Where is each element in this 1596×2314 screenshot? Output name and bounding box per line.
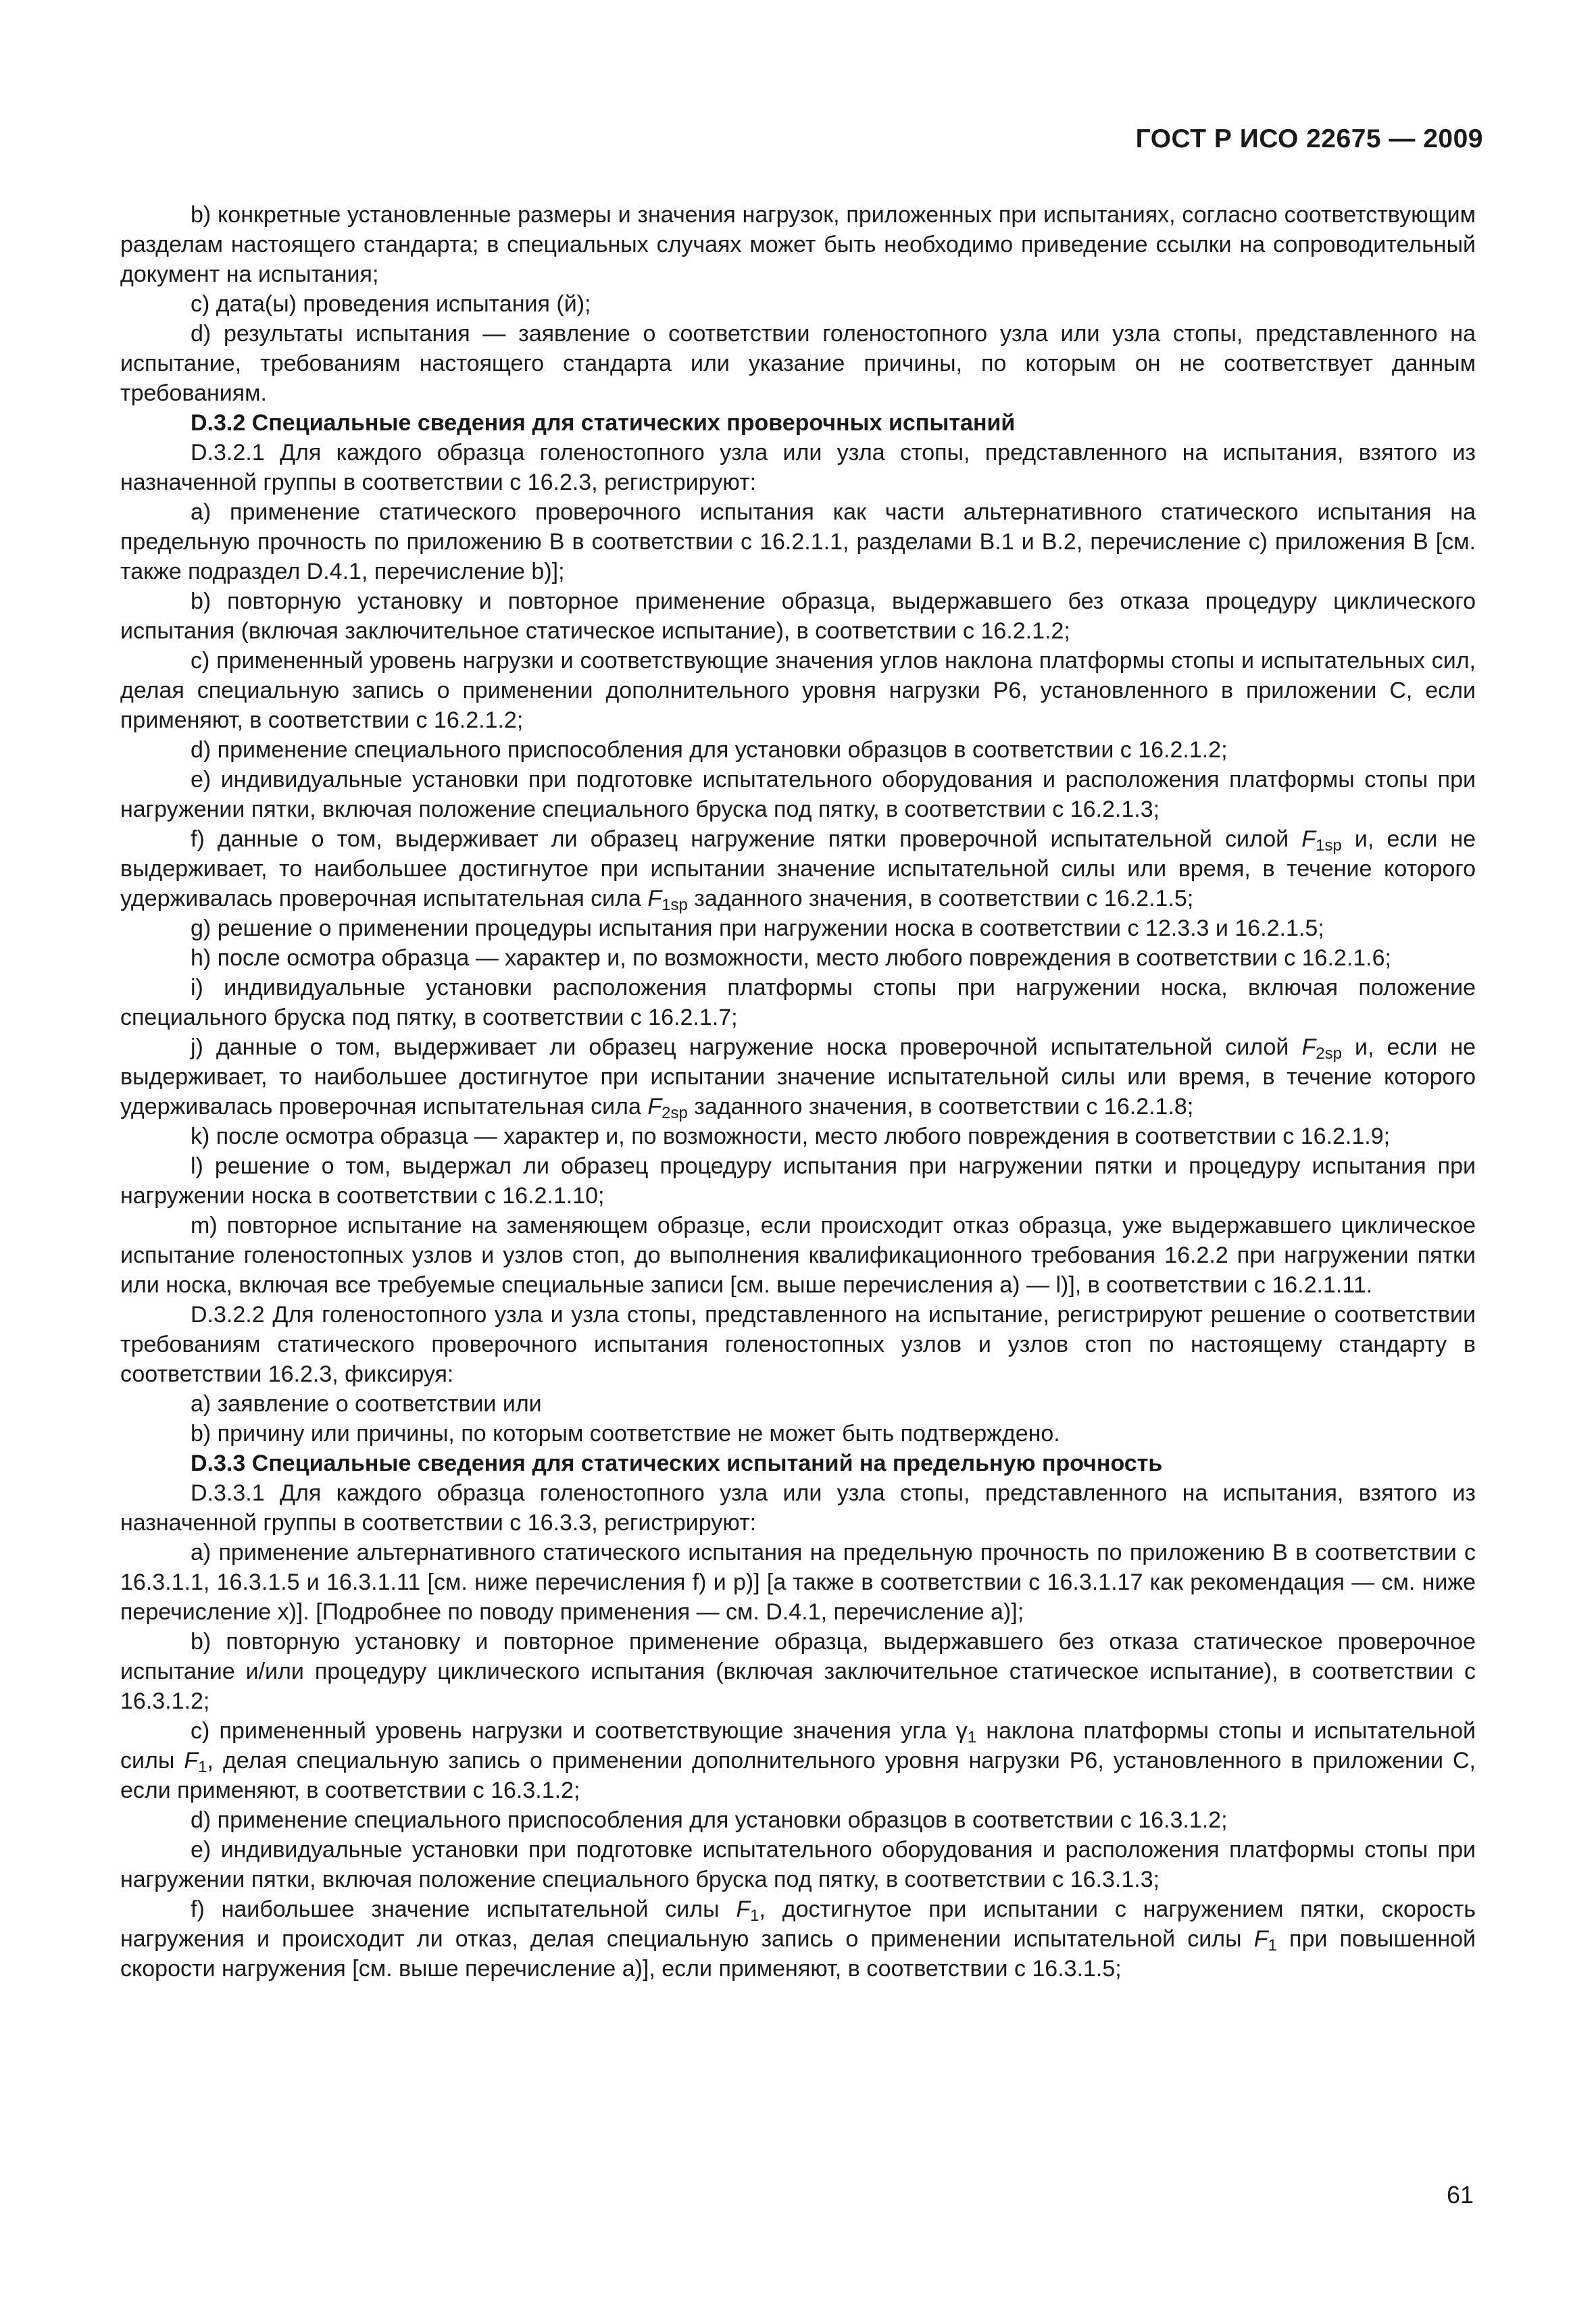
paragraph: е) индивидуальные установки при подготовке испытательного оборудования и расположения платформы стопы при нагружении пятки, включая положение специального бруска под пятку, в соответствии с 16.2.1.3;: [120, 767, 1476, 822]
text-run: заданного значения, в соответствии с 16.2.1.8;: [687, 1094, 1194, 1120]
symbol-gamma: γ: [955, 1718, 968, 1744]
symbol-force: F: [184, 1748, 199, 1774]
paragraph: [120, 824, 1476, 913]
symbol-force: F: [647, 1094, 662, 1120]
text-run: , делая специальную запись о применении дополнительного уровня нагрузки Р6, установленного в приложении С, если применяют, в соответствии с 16.3.1.2;: [120, 1748, 1476, 1803]
symbol-force: F: [647, 886, 662, 911]
symbol-subscript: 1: [967, 1728, 977, 1746]
text-run: , достигнутое при испытании с нагружением пятки, скорость нагружения и происходит ли отказ, делая специальную запись о применении испытательной силы: [120, 1896, 1476, 1952]
paragraph: h) после осмотра образца — характер и, по возможности, место любого повреждения в соответствии с 16.2.1.6;: [191, 945, 1391, 971]
paragraph: а) применение статического проверочного испытания как части альтернативного статического испытания на предельную прочность по приложению В в соответствии с 16.2.1.1, разделами В.1 и В.2, перечисление с) приложения В [см. также подраздел D.4.1, перечисление b)];: [120, 499, 1476, 584]
section-heading-d32: D.3.2 Специальные сведения для статических проверочных испытаний: [191, 410, 1016, 436]
paragraph: а) применение альтернативного статического испытания на предельную прочность по приложению В в соответствии с 16.3.1.1, 16.3.1.5 и 16.3.1.11 [см. ниже перечисления f) и р)] [а также в соответствии с 16.3.1.17 как рекомендация — см. ниже перечисление х)]. [Подробнее по поводу применения — см. D.4.1, перечисление а)];: [120, 1540, 1476, 1625]
paragraph: m) повторное испытание на заменяющем образце, если происходит отказ образца, уже выдержавшего циклическое испытание голеностопных узлов и узлов стоп, до выполнения квалификационного требования 16.2.2 при нагружении пятки или носка, включая все требуемые специальные записи [см. выше перечисления а) — l)], в соответствии с 16.2.1.11.: [120, 1213, 1476, 1298]
symbol-subscript: 1: [1268, 1936, 1277, 1955]
symbol-subscript: 1sp: [662, 896, 688, 914]
symbol-subscript: 1sp: [1316, 836, 1342, 855]
paragraph: с) дата(ы) проведения испытания (й);: [191, 291, 591, 317]
text-run: наклона платформы стопы и испытательной силы: [120, 1718, 1476, 1774]
text-run: при повышенной скорости нагружения [см. выше перечисление а)], если применяют, в соответствии с 16.3.1.5;: [120, 1926, 1476, 1982]
text-run: с) примененный уровень нагрузки и соответствующие значения угла: [191, 1718, 956, 1744]
paragraph: k) после осмотра образца — характер и, по возможности, место любого повреждения в соответствии с 16.2.1.9;: [191, 1124, 1391, 1149]
symbol-force: F: [736, 1896, 751, 1922]
symbol-force: F: [1253, 1926, 1268, 1952]
paragraph: d) результаты испытания — заявление о соответствии голеностопного узла или узла стопы, представленного на испытание, требованиям настоящего стандарта или указание причины, по которым он не соответствует данным требованиям.: [120, 321, 1476, 406]
paragraph: i) индивидуальные установки расположения платформы стопы при нагружении носка, включая положение специального бруска под пятку, в соответствии с 16.2.1.7;: [120, 975, 1476, 1030]
text-run: и, если не выдерживает, то наибольшее достигнутое при испытании значение испытательной силы или время, в течение которого удерживалась проверочная испытательная сила: [120, 826, 1476, 911]
paragraph: D.3.3.1 Для каждого образца голеностопного узла или узла стопы, представленного на испытания, взятого из назначенной группы в соответствии с 16.3.3, регистрируют:: [120, 1480, 1476, 1536]
symbol-force: F: [1301, 1034, 1316, 1060]
text-run: f) данные о том, выдерживает ли образец нагружение пятки проверочной испытательной силой: [191, 826, 1302, 852]
paragraph: b) повторную установку и повторное применение образца, выдержавшего без отказа процедуру циклического испытания (включая заключительное статическое испытание), в соответствии с 16.2.1.2;: [120, 588, 1476, 644]
paragraph: D.3.2.2 Для голеностопного узла и узла стопы, представленного на испытание, регистрируют решение о соответствии требованиям статического проверочного испытания голеностопных узлов и узлов стоп по настоящему стандарту в соответствии 16.2.3, фиксируя:: [120, 1302, 1476, 1387]
symbol-subscript: 1: [198, 1758, 207, 1776]
paragraph: е) индивидуальные установки при подготовке испытательного оборудования и расположения платформы стопы при нагружении пятки, включая положение специального бруска под пятку, в соответствии с 16.3.1.3;: [120, 1837, 1476, 1892]
paragraph: b) причину или причины, по которым соответствие не может быть подтверждено.: [191, 1421, 1060, 1447]
paragraph: d) применение специального приспособления для установки образцов в соответствии с 16.2.1.2;: [191, 737, 1228, 763]
paragraph: а) заявление о соответствии или: [191, 1391, 542, 1417]
text-run: j) данные о том, выдерживает ли образец нагружение носка проверочной испытательной силой: [191, 1034, 1302, 1060]
paragraph: [120, 1032, 1476, 1122]
document-code-header: ГОСТ Р ИСО 22675 — 2009: [1135, 124, 1483, 153]
symbol-subscript: 2sp: [1316, 1045, 1342, 1063]
paragraph: b) конкретные установленные размеры и значения нагрузок, приложенных при испытаниях, согласно соответствующим разделам настоящего стандарта; в специальных случаях может быть необходимо приведение ссылки на сопроводительный документ на испытания;: [120, 202, 1476, 287]
symbol-subscript: 1: [750, 1907, 759, 1925]
text-run: заданного значения, в соответствии с 16.2.1.5;: [687, 886, 1194, 911]
paragraph: l) решение о том, выдержал ли образец процедуру испытания при нагружении пятки и процедуру испытания при нагружении носка в соответствии с 16.2.1.10;: [120, 1153, 1476, 1209]
text-run: f) наибольшее значение испытательной силы: [191, 1896, 737, 1922]
symbol-force: F: [1301, 826, 1316, 852]
page-number: 61: [1446, 2181, 1474, 2209]
paragraph: [120, 1716, 1476, 1805]
paragraph: D.3.2.1 Для каждого образца голеностопного узла или узла стопы, представленного на испытания, взятого из назначенной группы в соответствии с 16.2.3, регистрируют:: [120, 440, 1476, 495]
symbol-subscript: 2sp: [662, 1104, 688, 1122]
paragraph: [120, 1894, 1476, 1984]
section-heading-d33: D.3.3 Специальные сведения для статических испытаний на предельную прочность: [191, 1451, 1163, 1476]
paragraph: с) примененный уровень нагрузки и соответствующие значения углов наклона платформы стопы и испытательных сил, делая специальную запись о применении дополнительного уровня нагрузки Р6, установленного в приложении С, если применяют, в соответствии с 16.2.1.2;: [120, 648, 1476, 733]
paragraph: d) применение специального приспособления для установки образцов в соответствии с 16.3.1.2;: [191, 1807, 1228, 1833]
document-body: [120, 200, 1476, 1984]
text-run: и, если не выдерживает, то наибольшее достигнутое при испытании значение испытательной силы или время, в течение которого удерживалась проверочная испытательная сила: [120, 1034, 1476, 1120]
paragraph: b) повторную установку и повторное применение образца, выдержавшего без отказа статическое проверочное испытание и/или процедуру циклического испытания (включая заключительное статическое испытание), в соответствии с 16.3.1.2;: [120, 1629, 1476, 1714]
paragraph: g) решение о применении процедуры испытания при нагружении носка в соответствии с 12.3.3 и 16.2.1.5;: [191, 915, 1324, 941]
